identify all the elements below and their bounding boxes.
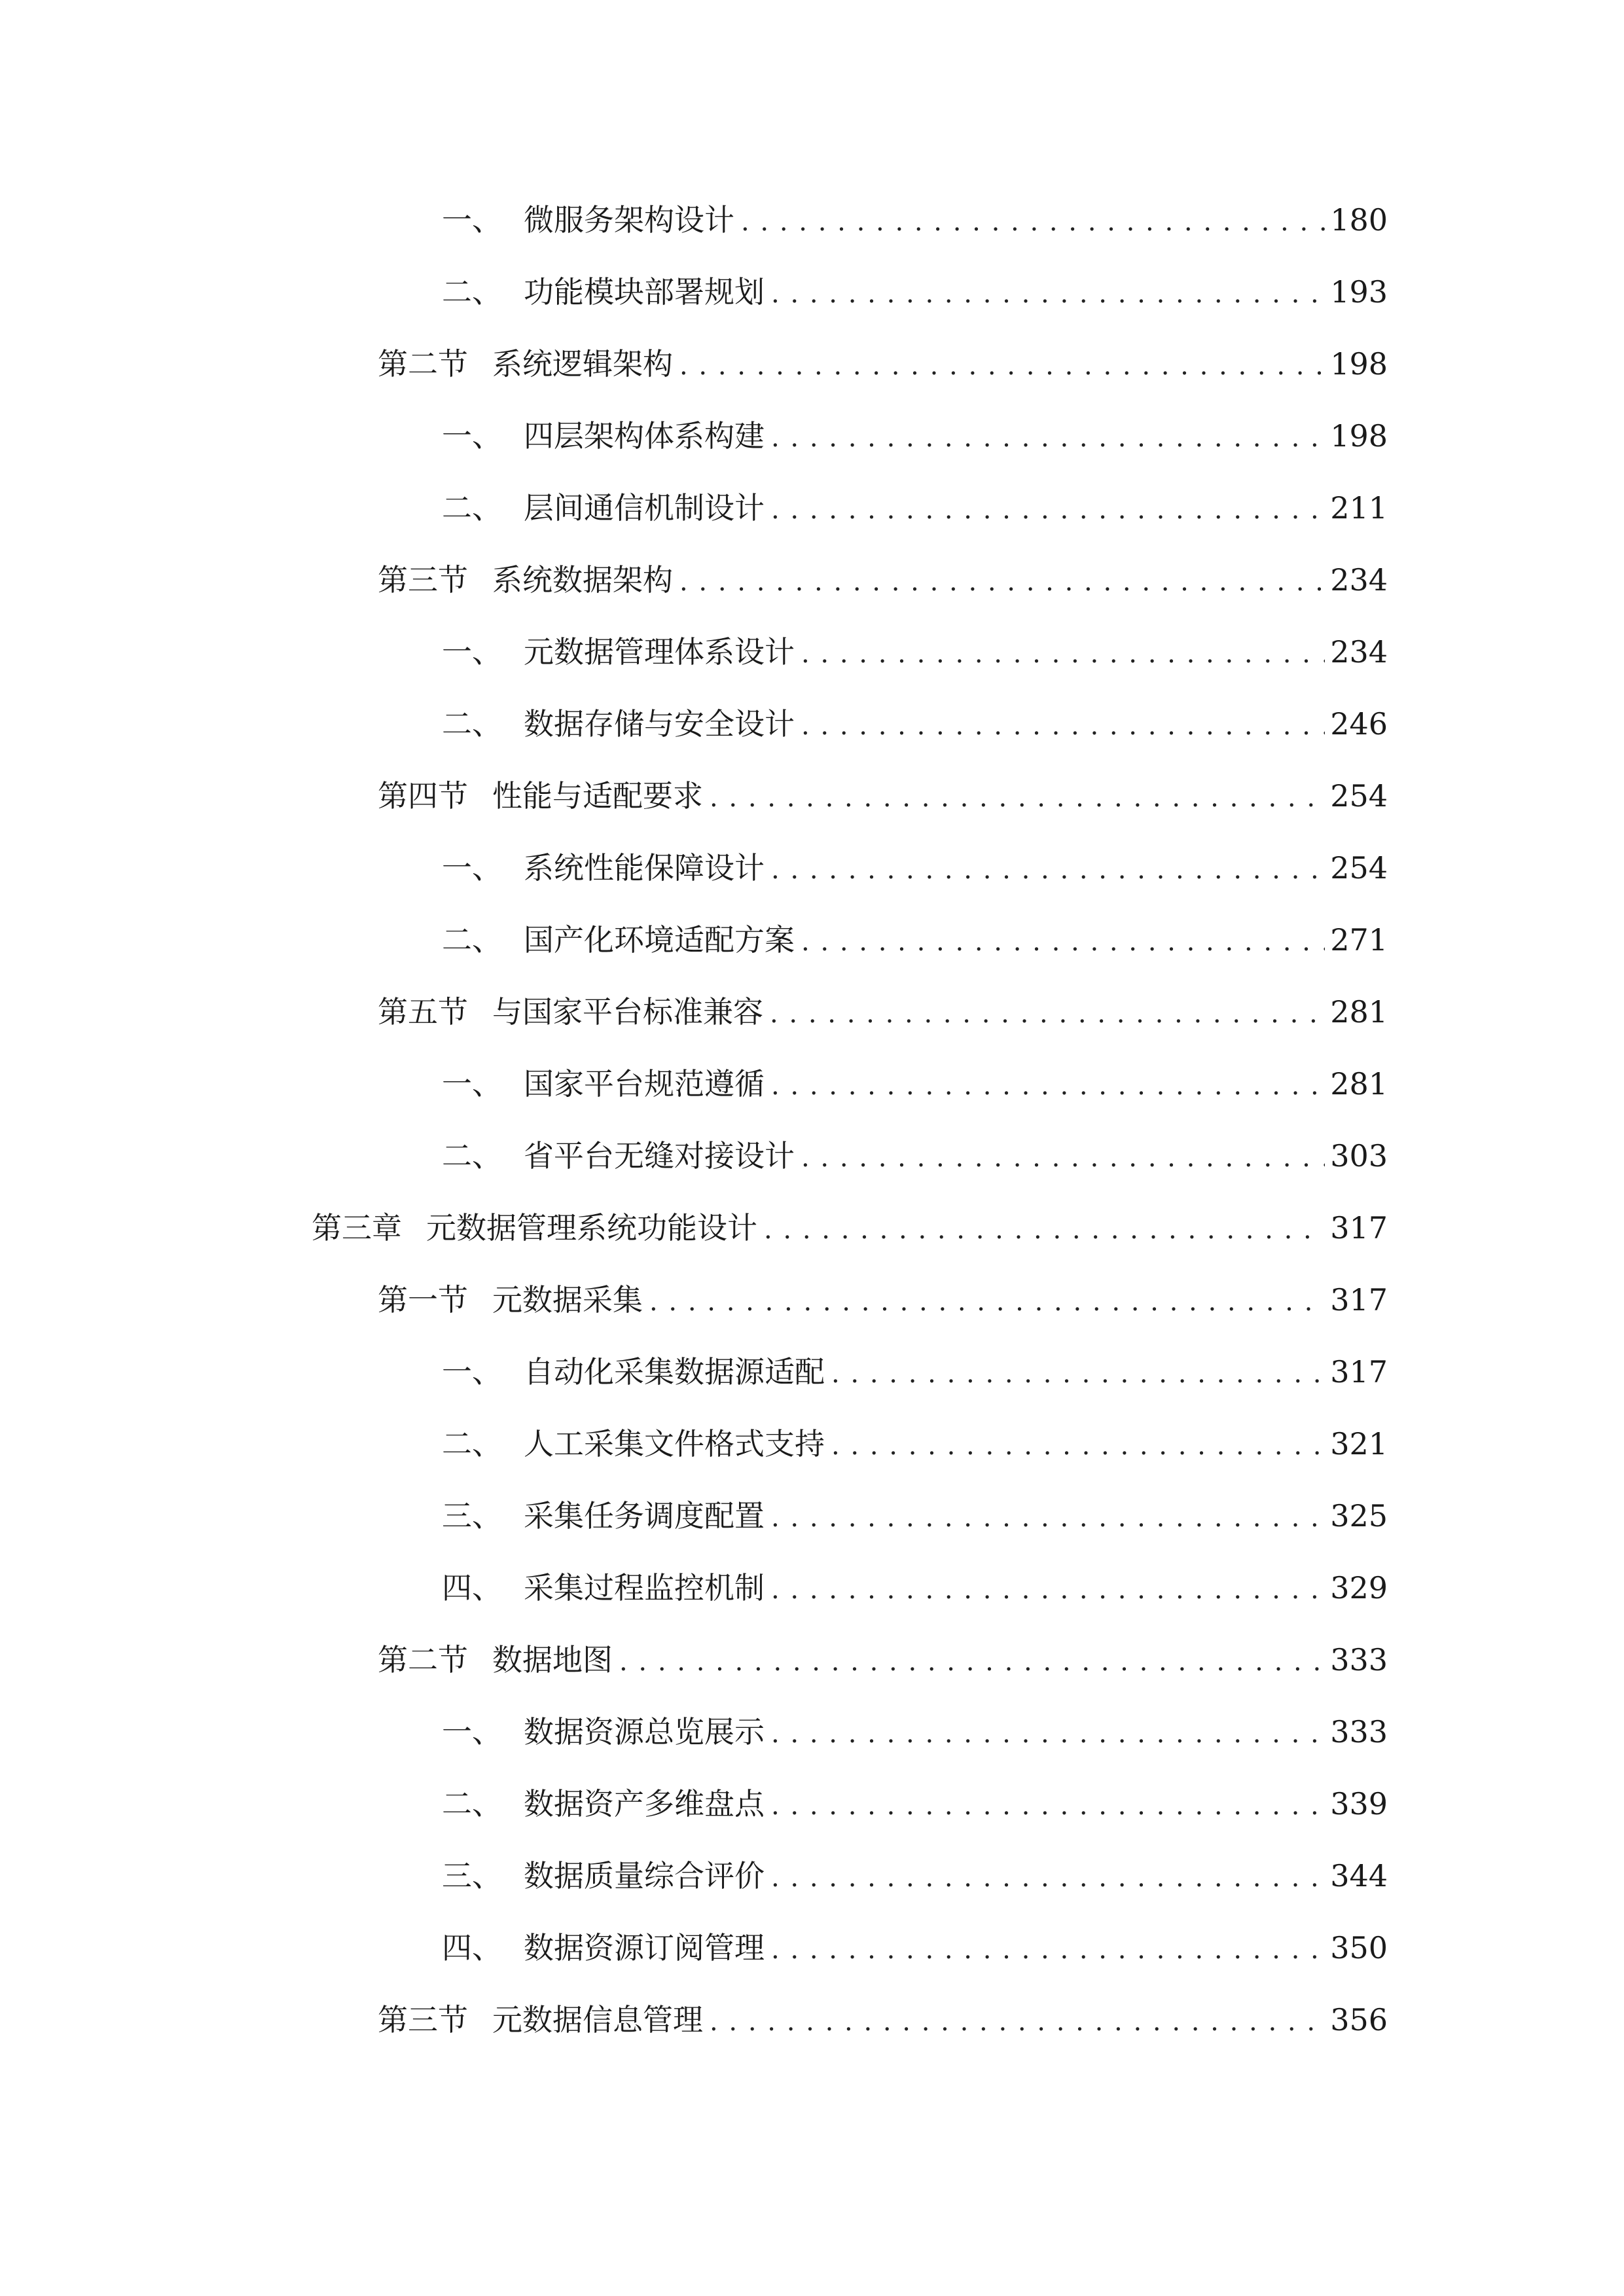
toc-entry-page: 317 [1330, 1282, 1388, 1318]
toc-dot-leader [768, 1930, 1325, 1969]
toc-entry[interactable] [378, 776, 1388, 816]
toc-entry-title: 采集过程监控机制 [524, 1570, 765, 1605]
toc-entry[interactable] [442, 1784, 1388, 1823]
toc-entry-page: 350 [1330, 1930, 1388, 1965]
toc-entry-number: 四、 [442, 1930, 502, 1965]
toc-dot-leader [707, 778, 1325, 817]
toc-entry-number: 第三节 [378, 562, 468, 598]
toc-entry-page: 325 [1330, 1498, 1388, 1534]
toc-entry[interactable] [442, 1712, 1388, 1751]
toc-dot-leader [799, 1138, 1325, 1177]
toc-entry-number: 第二节 [378, 1642, 468, 1677]
toc-entry-page: 321 [1330, 1426, 1388, 1462]
toc-entry-title: 数据资源总览展示 [524, 1714, 765, 1749]
toc-entry-title: 数据地图 [492, 1642, 613, 1677]
toc-entry-number: 第三章 [312, 1210, 402, 1246]
toc-entry-number: 二、 [442, 922, 502, 958]
toc-dot-leader [829, 1426, 1325, 1465]
toc-entry-title: 微服务架构设计 [524, 202, 734, 238]
toc-entry-title: 元数据管理系统功能设计 [426, 1210, 757, 1246]
toc-entry-title: 性能与适配要求 [492, 778, 703, 814]
toc-entry-page: 344 [1330, 1858, 1388, 1893]
toc-dot-leader [738, 202, 1325, 242]
toc-entry-title: 元数据信息管理 [492, 2002, 703, 2037]
toc-entry-number: 一、 [442, 1354, 502, 1390]
toc-dot-leader [799, 706, 1325, 745]
toc-entry-number: 一、 [442, 634, 502, 670]
toc-entry-page: 198 [1330, 418, 1388, 454]
toc-entry-title: 国家平台规范遵循 [524, 1066, 765, 1102]
toc-entry-title: 数据资源订阅管理 [524, 1930, 765, 1965]
toc-entry[interactable] [442, 272, 1388, 312]
toc-dot-leader [617, 1642, 1325, 1681]
toc-entry-title: 层间通信机制设计 [524, 490, 765, 526]
toc-entry-page: 356 [1330, 2002, 1388, 2037]
toc-dot-leader [768, 1786, 1325, 1825]
toc-entry-page: 254 [1330, 850, 1388, 886]
toc-entry-number: 第二节 [378, 346, 468, 382]
toc-entry-title: 采集任务调度配置 [524, 1498, 765, 1534]
toc-entry-number: 二、 [442, 274, 502, 310]
toc-entry-title: 系统逻辑架构 [492, 346, 673, 382]
toc-dot-leader [768, 1714, 1325, 1753]
toc-entry-number: 第三节 [378, 2002, 468, 2037]
toc-dot-leader [768, 1066, 1325, 1105]
toc-entry[interactable] [442, 1496, 1388, 1535]
toc-entry[interactable] [442, 848, 1388, 888]
toc-entry[interactable] [442, 1424, 1388, 1463]
toc-entry-title: 省平台无缝对接设计 [524, 1138, 795, 1174]
toc-entry[interactable] [442, 704, 1388, 744]
toc-dot-leader [707, 2002, 1325, 2041]
toc-entry[interactable] [378, 344, 1388, 384]
toc-dot-leader [767, 994, 1325, 1033]
toc-entry[interactable] [378, 1640, 1388, 1679]
toc-entry-number: 一、 [442, 202, 502, 238]
toc-dot-leader [768, 1498, 1325, 1537]
toc-entry-number: 三、 [442, 1858, 502, 1893]
toc-entry-number: 二、 [442, 1138, 502, 1174]
toc-dot-leader [799, 634, 1325, 673]
toc-entry[interactable] [442, 632, 1388, 672]
toc-entry[interactable] [442, 488, 1388, 528]
toc-entry[interactable] [442, 1568, 1388, 1607]
toc-entry-title: 与国家平台标准兼容 [492, 994, 763, 1030]
toc-entry[interactable] [442, 1136, 1388, 1175]
toc-dot-leader [768, 1570, 1325, 1609]
toc-entry-page: 254 [1330, 778, 1388, 814]
toc-entry-title: 数据存储与安全设计 [524, 706, 795, 742]
toc-entry-title: 四层架构体系构建 [524, 418, 765, 454]
toc-entry-page: 281 [1330, 1066, 1388, 1102]
toc-entry-number: 第五节 [378, 994, 468, 1030]
toc-entry-page: 339 [1330, 1786, 1388, 1821]
toc-entry-page: 234 [1330, 634, 1388, 670]
toc-entry-number: 三、 [442, 1498, 502, 1534]
toc-dot-leader [829, 1354, 1325, 1393]
toc-entry[interactable] [378, 992, 1388, 1031]
toc-entry[interactable] [442, 1064, 1388, 1103]
toc-entry-title: 国产化环境适配方案 [524, 922, 795, 958]
toc-entry-number: 四、 [442, 1570, 502, 1605]
toc-entry-page: 303 [1330, 1138, 1388, 1174]
toc-entry-number: 二、 [442, 1786, 502, 1821]
toc-entry-title: 功能模块部署规划 [524, 274, 765, 310]
toc-entry-title: 元数据管理体系设计 [524, 634, 795, 670]
toc-entry[interactable] [378, 2000, 1388, 2039]
toc-entry-page: 234 [1330, 562, 1388, 598]
toc-entry-title: 数据质量综合评价 [524, 1858, 765, 1893]
toc-entry[interactable] [442, 200, 1388, 240]
toc-dot-leader [761, 1210, 1325, 1249]
toc-entry-title: 系统数据架构 [492, 562, 673, 598]
toc-entry[interactable] [312, 1208, 1388, 1247]
toc-dot-leader [768, 490, 1325, 529]
toc-dot-leader [768, 1858, 1325, 1897]
toc-entry-number: 第四节 [378, 778, 468, 814]
toc-dot-leader [799, 922, 1325, 961]
toc-entry-page: 329 [1330, 1570, 1388, 1605]
toc-entry-title: 元数据采集 [492, 1282, 643, 1318]
toc-entry-page: 317 [1330, 1354, 1388, 1390]
toc-entry[interactable] [378, 560, 1388, 600]
toc-entry-title: 系统性能保障设计 [524, 850, 765, 886]
toc-entry[interactable] [442, 920, 1388, 960]
toc-entry-number: 二、 [442, 706, 502, 742]
toc-entry-page: 198 [1330, 346, 1388, 382]
toc-entry-number: 一、 [442, 1714, 502, 1749]
toc-dot-leader [677, 346, 1325, 386]
toc-entry-page: 317 [1330, 1210, 1388, 1246]
toc-entry-number: 二、 [442, 490, 502, 526]
toc-entry[interactable] [442, 1856, 1388, 1895]
toc-entry-title: 数据资产多维盘点 [524, 1786, 765, 1821]
toc-entry-page: 333 [1330, 1714, 1388, 1749]
toc-entry[interactable] [442, 1928, 1388, 1967]
toc-entry-page: 211 [1330, 490, 1388, 526]
toc-dot-leader [647, 1282, 1325, 1321]
toc-entry-title: 自动化采集数据源适配 [524, 1354, 825, 1390]
toc-entry-page: 281 [1330, 994, 1388, 1030]
toc-entry-page: 180 [1330, 202, 1388, 238]
toc-entry-number: 二、 [442, 1426, 502, 1462]
toc-dot-leader [677, 562, 1325, 601]
toc-entry-number: 一、 [442, 850, 502, 886]
toc-entry-number: 一、 [442, 418, 502, 454]
toc-entry[interactable] [442, 416, 1388, 456]
toc-entry[interactable] [378, 1280, 1388, 1319]
toc-dot-leader [768, 418, 1325, 457]
toc-entry-number: 一、 [442, 1066, 502, 1102]
toc-entry-page: 246 [1330, 706, 1388, 742]
toc-dot-leader [768, 850, 1325, 889]
toc-entry[interactable] [442, 1352, 1388, 1391]
toc-entry-title: 人工采集文件格式支持 [524, 1426, 825, 1462]
toc-entry-page: 333 [1330, 1642, 1388, 1677]
toc-entry-page: 193 [1330, 274, 1388, 310]
toc-entry-page: 271 [1330, 922, 1388, 958]
toc-dot-leader [768, 274, 1325, 314]
toc-entry-number: 第一节 [378, 1282, 468, 1318]
